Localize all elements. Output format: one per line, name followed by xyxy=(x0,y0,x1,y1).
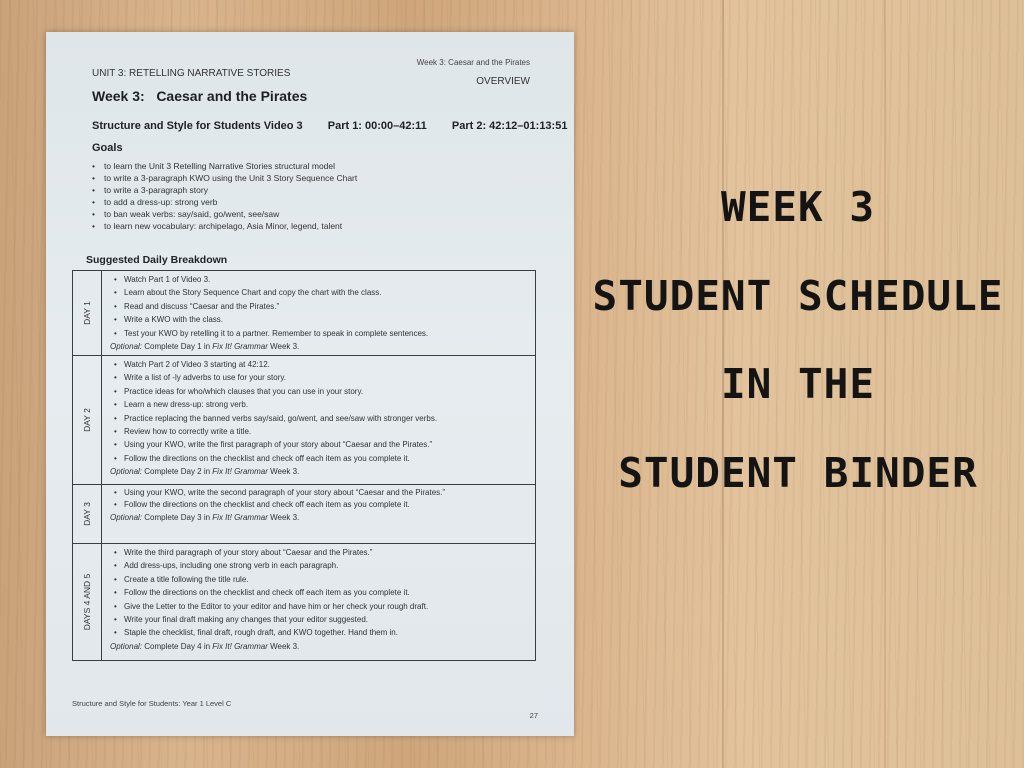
video-line xyxy=(92,120,589,132)
day-tasks xyxy=(102,356,535,484)
task-item: • Write your final draft making any changes that your editor suggested. xyxy=(124,613,531,626)
day-row xyxy=(73,355,535,484)
goal-item: • to learn the Unit 3 Retelling Narrative Stories structural model xyxy=(104,160,357,172)
goals-list xyxy=(86,160,357,232)
overlay-line-binder: STUDENT BINDER xyxy=(618,449,978,497)
task-item: • Watch Part 1 of Video 3. xyxy=(124,273,531,286)
task-item: • Test your KWO by retelling it to a partner. Remember to speak in complete sentences. xyxy=(124,327,531,340)
day-label-cell xyxy=(73,485,102,543)
video-part-1: Part 1: 00:00–42:11 xyxy=(327,120,427,132)
day-label-cell xyxy=(73,544,102,660)
day-row xyxy=(73,484,535,543)
footer-title: Structure and Style for Students: Year 1 Level C xyxy=(72,699,232,708)
video-title: Structure and Style for Students Video 3 xyxy=(92,120,303,132)
goal-item: • to write a 3-paragraph KWO using the Unit 3 Story Sequence Chart xyxy=(104,172,357,184)
daily-breakdown-table xyxy=(72,270,536,661)
task-item: • Review how to correctly write a title. xyxy=(124,425,531,438)
task-item: • Staple the checklist, final draft, rough draft, and KWO together. Hand them in. xyxy=(124,626,531,639)
video-part-2: Part 2: 42:12–01:13:51 xyxy=(451,120,568,132)
task-item: • Read and discuss “Caesar and the Pirates.” xyxy=(124,300,531,313)
task-item: • Write a list of -ly adverbs to use for your story. xyxy=(124,371,531,384)
day-tasks xyxy=(102,485,535,543)
overlay-line-in-the: IN THE xyxy=(720,360,876,408)
goal-item: • to learn new vocabulary: archipelago, Asia Minor, legend, talent xyxy=(104,220,357,232)
unit-label: UNIT 3: RETELLING NARRATIVE STORIES xyxy=(92,68,291,79)
day-label: DAY 1 xyxy=(82,301,92,325)
task-item: • Using your KWO, write the first paragraph of your story about “Caesar and the Pirates.” xyxy=(124,438,531,451)
goal-item: • to add a dress-up: strong verb xyxy=(104,196,357,208)
task-item: • Learn a new dress-up: strong verb. xyxy=(124,398,531,411)
task-item: • Follow the directions on the checklist and check off each item as you complete it. xyxy=(124,499,531,511)
task-item: • Using your KWO, write the second paragraph of your story about “Caesar and the Pirates.” xyxy=(124,487,531,499)
day-tasks xyxy=(102,271,535,355)
running-header: Week 3: Caesar and the Pirates xyxy=(416,58,530,67)
optional-note: Optional: Complete Day 4 in Fix It! Grammar Week 3. xyxy=(110,641,300,651)
goal-item: • to write a 3-paragraph story xyxy=(104,184,357,196)
optional-note: Optional: Complete Day 3 in Fix It! Grammar Week 3. xyxy=(110,513,300,522)
day-row xyxy=(73,543,535,660)
week-title: Week 3: Caesar and the Pirates xyxy=(92,88,308,104)
breakdown-heading: Suggested Daily Breakdown xyxy=(86,254,228,266)
day-tasks xyxy=(102,544,535,660)
page-number: 27 xyxy=(529,711,538,720)
goal-item: • to ban weak verbs: say/said, go/went, see/saw xyxy=(104,208,357,220)
task-item: • Watch Part 2 of Video 3 starting at 42:12. xyxy=(124,358,531,371)
overview-label: OVERVIEW xyxy=(476,76,530,87)
day-label: DAYS 4 AND 5 xyxy=(82,573,92,631)
day-label: DAY 2 xyxy=(82,408,92,432)
goals-heading: Goals xyxy=(92,142,123,154)
task-item: • Add dress-ups, including one strong verb in each paragraph. xyxy=(124,559,531,572)
task-item: • Practice replacing the banned verbs say/said, go/went, and see/saw with stronger verbs. xyxy=(124,412,531,425)
task-item: • Follow the directions on the checklist and check off each item as you complete it. xyxy=(124,586,531,599)
optional-note: Optional: Complete Day 2 in Fix It! Grammar Week 3. xyxy=(110,467,300,477)
optional-note: Optional: Complete Day 1 in Fix It! Grammar Week 3. xyxy=(110,342,300,352)
task-item: • Create a title following the title rule. xyxy=(124,573,531,586)
day-label-cell xyxy=(73,356,102,484)
schedule-page xyxy=(46,32,574,736)
task-item: • Write a KWO with the class. xyxy=(124,313,531,326)
day-row xyxy=(73,271,535,355)
task-item: • Practice ideas for who/which clauses that you can use in your story. xyxy=(124,385,531,398)
task-item: • Learn about the Story Sequence Chart and copy the chart with the class. xyxy=(124,286,531,299)
task-item: • Follow the directions on the checklist and check off each item as you complete it. xyxy=(124,452,531,465)
day-label-cell xyxy=(73,271,102,355)
overlay-line-schedule: STUDENT SCHEDULE xyxy=(592,272,1004,320)
task-item: • Give the Letter to the Editor to your editor and have him or her check your rough draft. xyxy=(124,600,531,613)
overlay-line-week: WEEK 3 xyxy=(720,183,876,231)
task-item: • Write the third paragraph of your story about “Caesar and the Pirates.” xyxy=(124,546,531,559)
day-label: DAY 3 xyxy=(82,502,92,526)
